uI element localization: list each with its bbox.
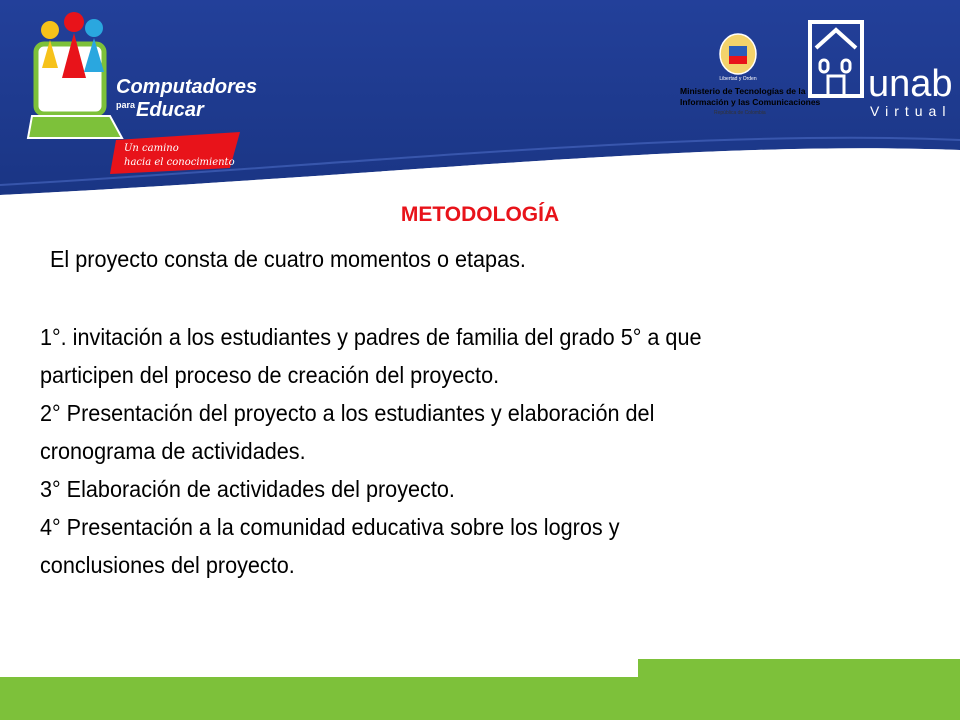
step-line: participen del proceso de creación del proyecto. (40, 362, 500, 388)
step-line: 2° Presentación del proyecto a los estudiantes y elaboración del (40, 400, 655, 426)
unab-virtual-logo (802, 18, 960, 128)
svg-text:unab: unab (868, 63, 953, 105)
step-line: 3° Elaboración de actividades del proyecto. (40, 476, 455, 502)
svg-text:para: para (116, 100, 136, 110)
svg-text:Computadores: Computadores (116, 76, 258, 98)
step-line: 4° Presentación a la comunidad educativa sobre los logros y (40, 514, 620, 540)
ministerio-tic-logo (676, 28, 821, 128)
footer-bar-raised (638, 659, 960, 720)
intro-text: El proyecto consta de cuatro momentos o etapas. (50, 246, 526, 272)
steps-list (40, 318, 940, 584)
svg-text:Un camino: Un camino (124, 143, 179, 154)
svg-text:Libertad y Orden: Libertad y Orden (719, 76, 757, 82)
step-line: 1°. invitación a los estudiantes y padres de familia del grado 5° a que (40, 324, 702, 350)
svg-text:Educar: Educar (136, 99, 204, 121)
slide-title: METODOLOGÍA (400, 203, 560, 226)
svg-text:Ministerio de Tecnologías de l: Ministerio de Tecnologías de la (680, 86, 806, 96)
svg-text:República de Colombia: República de Colombia (714, 110, 766, 116)
slide-header (0, 0, 960, 200)
step-line: cronograma de actividades. (40, 438, 306, 464)
computadores-para-educar-logo (30, 8, 260, 183)
svg-text:hacia el conocimiento: hacia el conocimiento (124, 157, 235, 168)
svg-text:Virtual: Virtual (870, 103, 952, 119)
svg-text:Información y las Comunicacion: Información y las Comunicaciones (680, 97, 821, 107)
step-line: conclusiones del proyecto. (40, 552, 295, 578)
